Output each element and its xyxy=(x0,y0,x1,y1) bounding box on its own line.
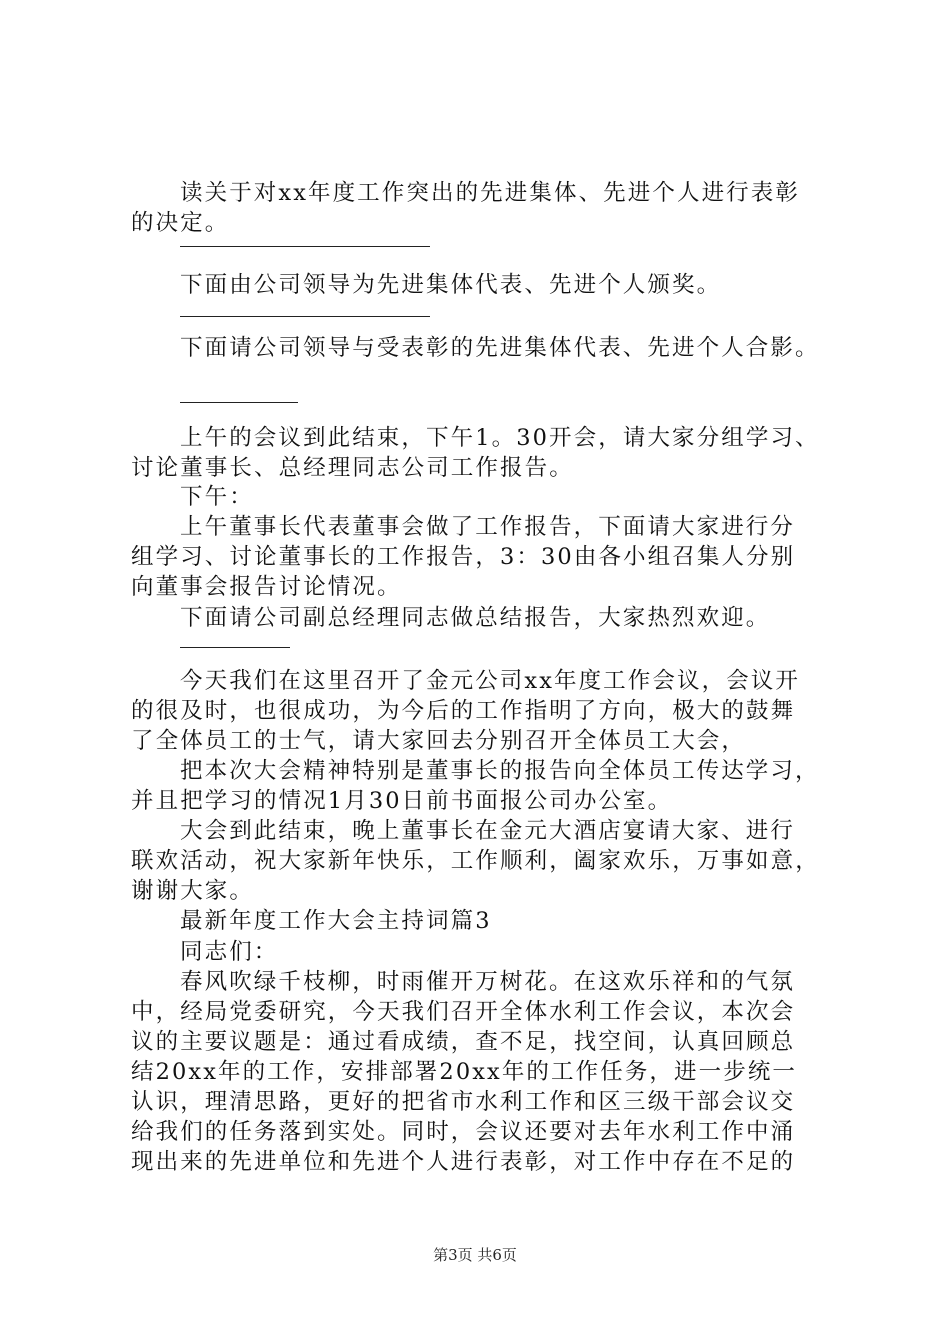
section-heading: 最新年度工作大会主持词篇3 xyxy=(180,908,492,934)
paragraph-line: 向董事会报告讨论情况。 xyxy=(131,574,402,600)
paragraph-line: 谢谢大家。 xyxy=(131,878,255,904)
paragraph-line: 现出来的先进单位和先进个人进行表彰，对工作中存在不足的 xyxy=(131,1149,796,1175)
paragraph-line: 上午董事长代表董事会做了工作报告，下面请大家进行分 xyxy=(180,514,796,540)
paragraph-line: 给我们的任务落到实处。同时，会议还要对去年水利工作中涌 xyxy=(131,1119,796,1145)
page-number-footer: 第3页 共6页 xyxy=(433,1246,517,1264)
paragraph-line: 把本次大会精神特别是董事长的报告向全体员工传达学习， xyxy=(180,758,820,784)
paragraph-line: 了全体员工的士气，请大家回去分别召开全体员工大会， xyxy=(131,728,747,754)
paragraph-line: 上午的会议到此结束，下午1。30开会，请大家分组学习、 xyxy=(180,425,820,451)
paragraph-line: 读关于对xx年度工作突出的先进集体、先进个人进行表彰 xyxy=(180,180,800,206)
separator-rule xyxy=(180,246,430,247)
paragraph-line: 下面由公司领导为先进集体代表、先进个人颁奖。 xyxy=(180,272,722,298)
paragraph-line: 下面请公司领导与受表彰的先进集体代表、先进个人合影。 xyxy=(180,335,820,361)
paragraph-line: 下面请公司副总经理同志做总结报告，大家热烈欢迎。 xyxy=(180,605,771,631)
paragraph-line: 认识，理清思路，更好的把省市水利工作和区三级干部会议交 xyxy=(131,1089,796,1115)
paragraph-line: 今天我们在这里召开了金元公司xx年度工作会议，会议开 xyxy=(180,668,800,694)
paragraph-line: 的决定。 xyxy=(131,210,230,236)
paragraph-line: 下午： xyxy=(180,484,254,510)
paragraph-line: 的很及时，也很成功，为今后的工作指明了方向，极大的鼓舞 xyxy=(131,698,796,724)
paragraph-line: 结20xx年的工作，安排部署20xx年的工作任务，进一步统一 xyxy=(131,1059,798,1085)
paragraph-line: 组学习、讨论董事长的工作报告，3：30由各小组召集人分别 xyxy=(131,544,796,570)
paragraph-line: 议的主要议题是：通过看成绩，查不足，找空间，认真回顾总 xyxy=(131,1029,796,1055)
paragraph-line: 联欢活动，祝大家新年快乐，工作顺利，阖家欢乐，万事如意， xyxy=(131,848,820,874)
paragraph-line: 同志们： xyxy=(180,939,279,965)
separator-rule xyxy=(180,316,430,317)
separator-rule xyxy=(180,647,290,648)
paragraph-line: 并且把学习的情况1月30日前书面报公司办公室。 xyxy=(131,788,673,814)
paragraph-line: 讨论董事长、总经理同志公司工作报告。 xyxy=(131,455,574,481)
paragraph-line: 中，经局党委研究，今天我们召开全体水利工作会议，本次会 xyxy=(131,999,796,1025)
paragraph-line: 大会到此结束，晚上董事长在金元大酒店宴请大家、进行 xyxy=(180,818,796,844)
paragraph-line: 春风吹绿千枝柳，时雨催开万树花。在这欢乐祥和的气氛 xyxy=(180,969,796,995)
separator-rule xyxy=(180,402,298,403)
